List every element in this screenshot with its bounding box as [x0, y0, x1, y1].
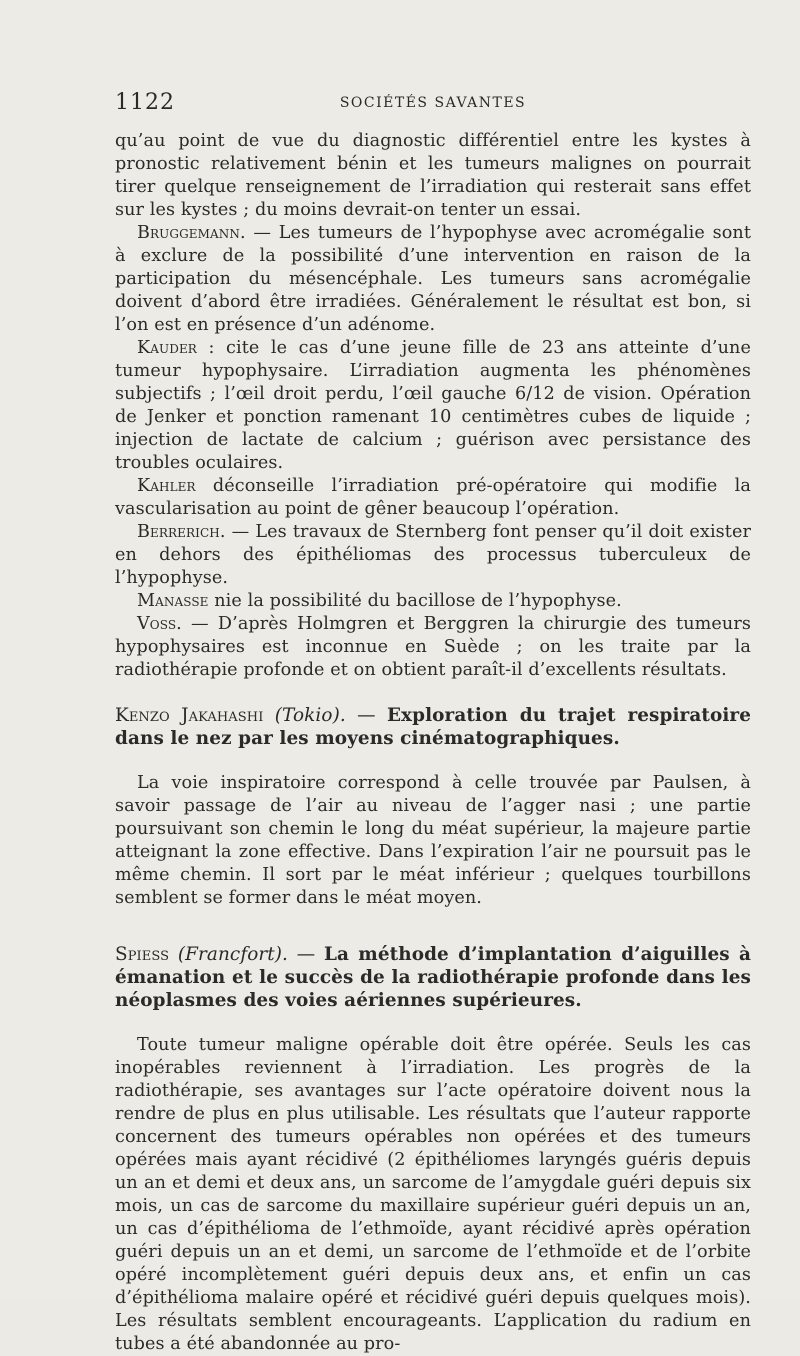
article-author: Kenzo Jakahashi	[115, 705, 264, 726]
paragraph-manasse	[115, 590, 751, 613]
article-place: (Francfort).	[177, 944, 289, 965]
speaker-name: Kauder	[137, 338, 197, 358]
article-title: Exploration du trajet respiratoire dans le nez par les moyens cinématographiques.	[115, 705, 751, 749]
heading-dash: —	[345, 705, 387, 726]
paragraph-kahler	[115, 475, 751, 521]
article-heading-spiess	[115, 943, 751, 1012]
spacer	[115, 682, 751, 704]
speaker-name: Berrerich.	[137, 522, 226, 542]
paragraph-continuation: qu’au point de vue du diagnostic différentiel entre les kystes à pronostic relativement bénin et les tumeurs malignes on pourrait tirer quelque renseignement de l’irradiation qui resterait sans effet sur les kystes ; du moins devrait-on tenter un essai.	[115, 131, 751, 220]
body-text	[115, 130, 751, 1356]
paragraph-voss	[115, 613, 751, 682]
paragraph-text: — D’après Holmgren et Berggren la chirurgie des tumeurs hypophysaires est inconnue en Suède ; on les traite par la radiothérapie profonde et on obtient paraît-il d’excellents résultats.	[115, 614, 751, 680]
heading-dash: —	[288, 944, 324, 965]
speaker-name: Bruggemann.	[137, 223, 246, 243]
running-head: SOCIÉTÉS SAVANTES	[339, 95, 527, 111]
page-number: 1122	[115, 90, 175, 115]
spacer	[115, 910, 751, 943]
paragraph-text: — Les travaux de Sternberg font penser qu’il doit exister en dehors des épithéliomas des processus tuberculeux de l’hypophyse.	[115, 522, 751, 588]
paragraph-text: nie la possibilité du bacillose de l’hypophyse.	[208, 591, 622, 611]
speaker-name: Kahler	[137, 476, 196, 496]
article-title: La méthode d’implantation d’aiguilles à émanation et le succès de la radiothérapie profonde dans les néoplasmes des voies aériennes supérieures.	[115, 944, 751, 1011]
paragraph-berrerich	[115, 521, 751, 590]
speaker-name: Manasse	[137, 591, 209, 611]
article-place: (Tokio).	[274, 705, 346, 726]
article-body-jakahashi: La voie inspiratoire correspond à celle trouvée par Paulsen, à savoir passage de l’air au niveau de l’agger nasi ; une partie poursuivant son chemin le long du méat supérieur, la majeure partie atteignant la zone effective. Dans l’expiration l’air ne poursuit pas le même chemin. Il sort par le méat inférieur ; quelques tourbillons semblent se former dans le méat moyen.	[115, 773, 751, 908]
paragraph-text: : cite le cas d’une jeune fille de 23 ans atteinte d’une tumeur hypophysaire. L’irradiation augmenta les phénomènes subjectifs ; l’œil droit perdu, l’œil gauche 6/12 de vision. Opération de Jenker et ponction ramenant 10 centimètres cubes de liquide ; injection de lactate de calcium ; guérison avec persistance des troubles oculaires.	[115, 338, 751, 473]
paragraph-kauder	[115, 337, 751, 475]
paragraph-bruggemann	[115, 222, 751, 337]
spacer	[115, 750, 751, 772]
paragraph-text: déconseille l’irradiation pré-opératoire qui modifie la vascularisation au point de gêner beaucoup l’opération.	[115, 476, 751, 519]
page-header	[115, 90, 751, 120]
article-heading-jakahashi	[115, 704, 751, 750]
article-body-spiess: Toute tumeur maligne opérable doit être opérée. Seuls les cas inopérables reviennent à l’irradiation. Les progrès de la radiothérapie, ses avantages sur l’acte opératoire doivent nous la rendre de plus en plus utilisable. Les résultats que l’auteur rapporte concernent des tumeurs opérables non opérées et des tumeurs opérées mais ayant récidivé (2 épithéliomes laryngés guéris depuis un an et demi et deux ans, un sarcome de l’amygdale guéri depuis six mois, un cas de sarcome du maxillaire supérieur guéri depuis un an, un cas d’épithélioma de l’ethmoïde, ayant récidivé après opération guéri depuis un an et demi, un sarcome de l’ethmoïde et de l’orbite opéré incomplètement guéri depuis deux ans, et enfin un cas d’épithélioma malaire opéré et récidivé guéri depuis quelques mois). Les résultats semblent encourageants. L’application du radium en tubes a été abandonnée au pro-	[115, 1035, 751, 1354]
article-author: Spiess	[115, 944, 170, 965]
spacer	[115, 1012, 751, 1034]
speaker-name: Voss.	[137, 614, 182, 634]
paragraph-text: — Les tumeurs de l’hypophyse avec acromégalie sont à exclure de la possibilité d’une intervention en raison de la participation du mésencéphale. Les tumeurs sans acromégalie doivent d’abord être irradiées. Généralement le résultat est bon, si l’on est en présence d’un adénome.	[115, 223, 751, 335]
